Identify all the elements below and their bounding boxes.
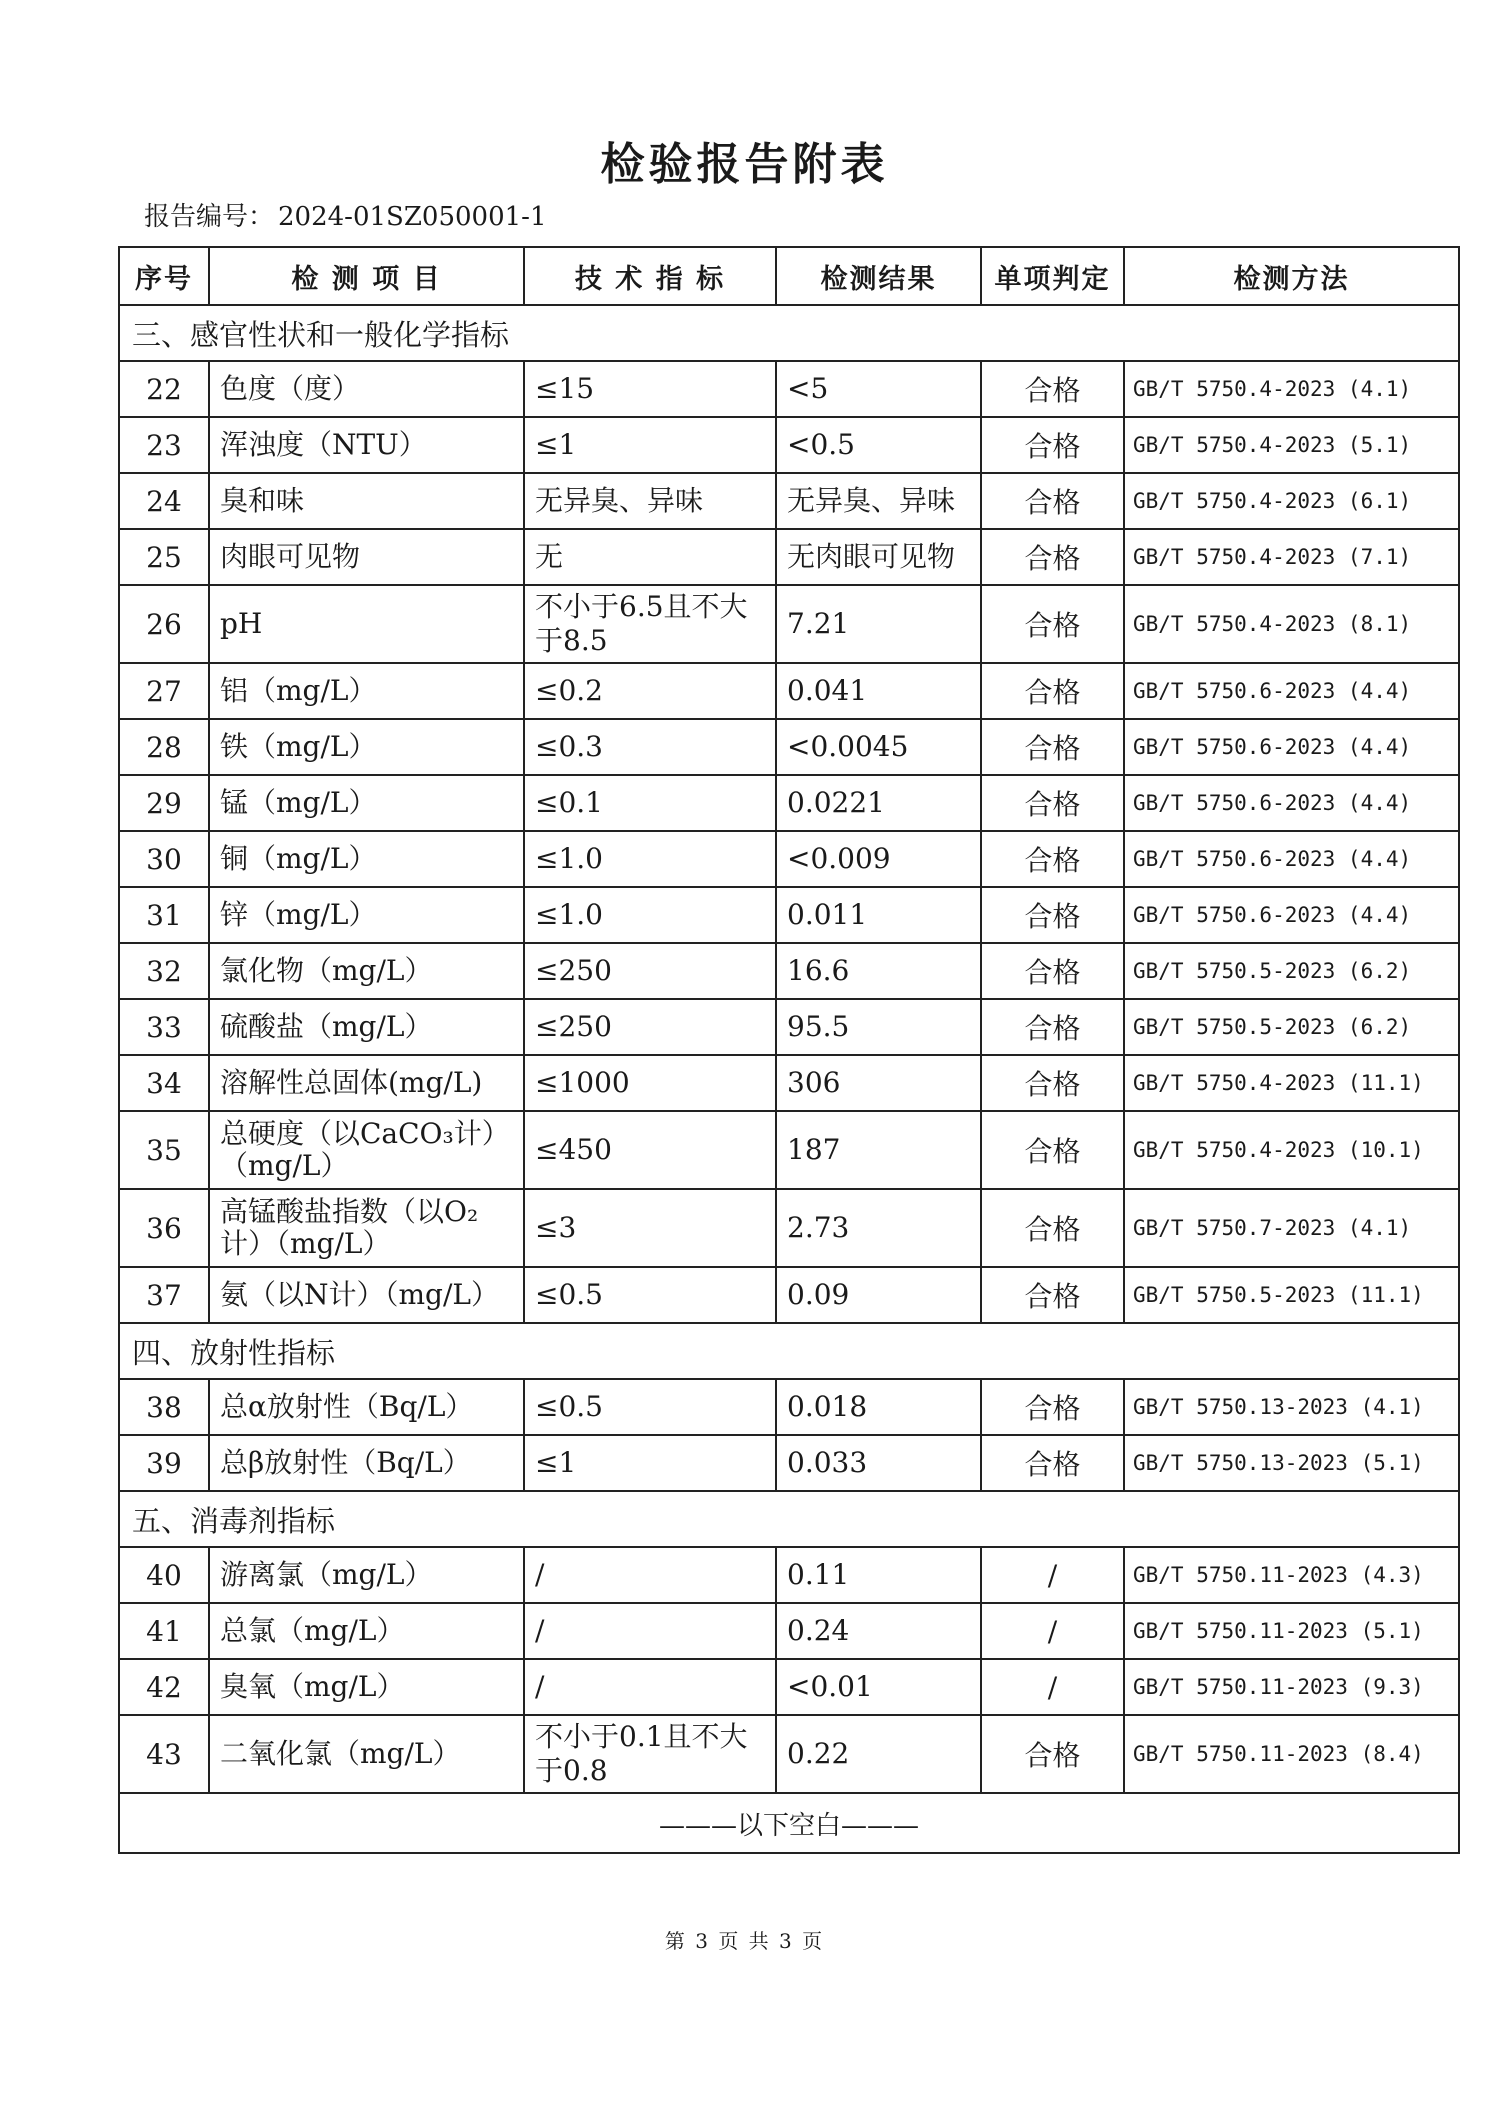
cell-method: GB/T 5750.13-2023 (4.1) <box>1124 1379 1459 1435</box>
cell-result: <0.01 <box>776 1659 981 1715</box>
cell-result: 0.22 <box>776 1715 981 1793</box>
cell-judgement: 合格 <box>981 775 1124 831</box>
cell-no: 42 <box>119 1659 209 1715</box>
cell-item: 色度（度） <box>209 361 524 417</box>
table-row <box>119 999 1459 1055</box>
table-row <box>119 361 1459 417</box>
cell-item: 臭氧（mg/L） <box>209 1659 524 1715</box>
cell-judgement: 合格 <box>981 473 1124 529</box>
table-row <box>119 1267 1459 1323</box>
cell-judgement: 合格 <box>981 529 1124 585</box>
cell-no: 30 <box>119 831 209 887</box>
cell-no: 34 <box>119 1055 209 1111</box>
cell-no: 26 <box>119 585 209 663</box>
cell-method: GB/T 5750.4-2023 (10.1) <box>1124 1111 1459 1189</box>
cell-item: 浑浊度（NTU） <box>209 417 524 473</box>
header-standard: 技 术 指 标 <box>524 247 776 305</box>
cell-no: 39 <box>119 1435 209 1491</box>
cell-method: GB/T 5750.6-2023 (4.4) <box>1124 831 1459 887</box>
cell-result: 2.73 <box>776 1189 981 1267</box>
cell-result: 0.018 <box>776 1379 981 1435</box>
cell-judgement: / <box>981 1603 1124 1659</box>
cell-judgement: 合格 <box>981 1715 1124 1793</box>
cell-item: 铝（mg/L） <box>209 663 524 719</box>
cell-no: 31 <box>119 887 209 943</box>
table-row <box>119 943 1459 999</box>
cell-judgement: 合格 <box>981 1055 1124 1111</box>
cell-judgement: 合格 <box>981 1189 1124 1267</box>
cell-standard: ≤1.0 <box>524 831 776 887</box>
cell-method: GB/T 5750.4-2023 (7.1) <box>1124 529 1459 585</box>
table-row <box>119 719 1459 775</box>
cell-no: 25 <box>119 529 209 585</box>
cell-method: GB/T 5750.5-2023 (11.1) <box>1124 1267 1459 1323</box>
cell-standard: 无异臭、异味 <box>524 473 776 529</box>
cell-method: GB/T 5750.4-2023 (6.1) <box>1124 473 1459 529</box>
cell-method: GB/T 5750.11-2023 (4.3) <box>1124 1547 1459 1603</box>
cell-standard: / <box>524 1659 776 1715</box>
cell-result: 0.011 <box>776 887 981 943</box>
cell-method: GB/T 5750.4-2023 (5.1) <box>1124 417 1459 473</box>
section-title: 五、消毒剂指标 <box>119 1491 1459 1547</box>
cell-judgement: 合格 <box>981 1379 1124 1435</box>
cell-result: 0.041 <box>776 663 981 719</box>
cell-item: 铜（mg/L） <box>209 831 524 887</box>
cell-judgement: 合格 <box>981 1111 1124 1189</box>
cell-standard: ≤450 <box>524 1111 776 1189</box>
cell-standard: ≤1000 <box>524 1055 776 1111</box>
cell-result: 16.6 <box>776 943 981 999</box>
cell-standard: ≤1.0 <box>524 887 776 943</box>
cell-method: GB/T 5750.11-2023 (9.3) <box>1124 1659 1459 1715</box>
cell-no: 37 <box>119 1267 209 1323</box>
cell-method: GB/T 5750.6-2023 (4.4) <box>1124 775 1459 831</box>
cell-result: 187 <box>776 1111 981 1189</box>
cell-result: 95.5 <box>776 999 981 1055</box>
table-header-row <box>119 247 1459 305</box>
cell-no: 40 <box>119 1547 209 1603</box>
cell-item: 二氧化氯（mg/L） <box>209 1715 524 1793</box>
cell-standard: ≤0.3 <box>524 719 776 775</box>
cell-item: 高锰酸盐指数（以O₂计）（mg/L） <box>209 1189 524 1267</box>
cell-standard: 不小于6.5且不大于8.5 <box>524 585 776 663</box>
cell-item: 总硬度（以CaCO₃计）（mg/L） <box>209 1111 524 1189</box>
cell-standard: 不小于0.1且不大于0.8 <box>524 1715 776 1793</box>
cell-standard: 无 <box>524 529 776 585</box>
cell-judgement: / <box>981 1547 1124 1603</box>
header-method: 检测方法 <box>1124 247 1459 305</box>
cell-judgement: 合格 <box>981 1435 1124 1491</box>
cell-judgement: 合格 <box>981 943 1124 999</box>
cell-judgement: 合格 <box>981 417 1124 473</box>
report-number-value: 2024-01SZ050001-1 <box>278 202 547 232</box>
cell-result: 0.09 <box>776 1267 981 1323</box>
cell-item: 锌（mg/L） <box>209 887 524 943</box>
cell-item: 臭和味 <box>209 473 524 529</box>
cell-item: 总氯（mg/L） <box>209 1603 524 1659</box>
table-row <box>119 1603 1459 1659</box>
cell-method: GB/T 5750.4-2023 (4.1) <box>1124 361 1459 417</box>
page-footer: 第 3 页 共 3 页 <box>664 1929 825 1953</box>
header-no: 序号 <box>119 247 209 305</box>
cell-no: 41 <box>119 1603 209 1659</box>
table-body <box>119 305 1459 1853</box>
table-row <box>119 529 1459 585</box>
section-row <box>119 1491 1459 1547</box>
header-result: 检测结果 <box>776 247 981 305</box>
cell-result: <0.0045 <box>776 719 981 775</box>
cell-standard: ≤15 <box>524 361 776 417</box>
section-title: 四、放射性指标 <box>119 1323 1459 1379</box>
cell-method: GB/T 5750.7-2023 (4.1) <box>1124 1189 1459 1267</box>
table-row <box>119 473 1459 529</box>
cell-result: 0.0221 <box>776 775 981 831</box>
cell-standard: ≤3 <box>524 1189 776 1267</box>
blank-note: ———以下空白——— <box>119 1793 1459 1853</box>
cell-item: 铁（mg/L） <box>209 719 524 775</box>
table-row <box>119 1715 1459 1793</box>
table-row <box>119 1379 1459 1435</box>
cell-no: 38 <box>119 1379 209 1435</box>
table-row <box>119 1189 1459 1267</box>
blank-row <box>119 1793 1459 1853</box>
cell-result: 0.11 <box>776 1547 981 1603</box>
cell-result: 0.24 <box>776 1603 981 1659</box>
table-row <box>119 1111 1459 1189</box>
cell-method: GB/T 5750.11-2023 (8.4) <box>1124 1715 1459 1793</box>
cell-no: 32 <box>119 943 209 999</box>
cell-method: GB/T 5750.5-2023 (6.2) <box>1124 943 1459 999</box>
cell-judgement: 合格 <box>981 1267 1124 1323</box>
cell-method: GB/T 5750.6-2023 (4.4) <box>1124 887 1459 943</box>
table-row <box>119 887 1459 943</box>
cell-item: 氯化物（mg/L） <box>209 943 524 999</box>
cell-item: 肉眼可见物 <box>209 529 524 585</box>
table-row <box>119 775 1459 831</box>
cell-standard: ≤0.5 <box>524 1267 776 1323</box>
cell-standard: ≤0.1 <box>524 775 776 831</box>
cell-result: 无肉眼可见物 <box>776 529 981 585</box>
cell-no: 43 <box>119 1715 209 1793</box>
cell-item: 溶解性总固体(mg/L) <box>209 1055 524 1111</box>
cell-no: 33 <box>119 999 209 1055</box>
cell-no: 22 <box>119 361 209 417</box>
cell-standard: ≤250 <box>524 999 776 1055</box>
table-row <box>119 417 1459 473</box>
report-number <box>140 196 547 233</box>
results-table <box>118 246 1460 1854</box>
cell-judgement: 合格 <box>981 831 1124 887</box>
cell-standard: ≤0.2 <box>524 663 776 719</box>
header-item: 检 测 项 目 <box>209 247 524 305</box>
table-row <box>119 585 1459 663</box>
section-title: 三、感官性状和一般化学指标 <box>119 305 1459 361</box>
cell-method: GB/T 5750.11-2023 (5.1) <box>1124 1603 1459 1659</box>
cell-judgement: 合格 <box>981 663 1124 719</box>
cell-item: 总β放射性（Bq/L） <box>209 1435 524 1491</box>
cell-judgement: 合格 <box>981 361 1124 417</box>
table-row <box>119 1547 1459 1603</box>
cell-no: 23 <box>119 417 209 473</box>
report-number-label: 报告编号： <box>144 202 275 232</box>
section-row <box>119 1323 1459 1379</box>
cell-result: 306 <box>776 1055 981 1111</box>
cell-no: 29 <box>119 775 209 831</box>
cell-method: GB/T 5750.4-2023 (8.1) <box>1124 585 1459 663</box>
table-row <box>119 831 1459 887</box>
cell-method: GB/T 5750.4-2023 (11.1) <box>1124 1055 1459 1111</box>
cell-item: 总α放射性（Bq/L） <box>209 1379 524 1435</box>
cell-standard: / <box>524 1547 776 1603</box>
cell-method: GB/T 5750.6-2023 (4.4) <box>1124 663 1459 719</box>
cell-judgement: 合格 <box>981 719 1124 775</box>
table-row <box>119 1055 1459 1111</box>
cell-judgement: 合格 <box>981 999 1124 1055</box>
cell-standard: ≤250 <box>524 943 776 999</box>
cell-standard: / <box>524 1603 776 1659</box>
cell-item: 锰（mg/L） <box>209 775 524 831</box>
cell-standard: ≤1 <box>524 1435 776 1491</box>
table-row <box>119 1659 1459 1715</box>
cell-result: 7.21 <box>776 585 981 663</box>
cell-item: 游离氯（mg/L） <box>209 1547 524 1603</box>
cell-judgement: 合格 <box>981 585 1124 663</box>
cell-item: 氨（以N计）（mg/L） <box>209 1267 524 1323</box>
section-row <box>119 305 1459 361</box>
cell-no: 24 <box>119 473 209 529</box>
cell-result: 无异臭、异味 <box>776 473 981 529</box>
cell-judgement: 合格 <box>981 887 1124 943</box>
cell-no: 36 <box>119 1189 209 1267</box>
cell-method: GB/T 5750.6-2023 (4.4) <box>1124 719 1459 775</box>
cell-result: 0.033 <box>776 1435 981 1491</box>
header-judgement: 单项判定 <box>981 247 1124 305</box>
cell-result: <0.009 <box>776 831 981 887</box>
cell-item: pH <box>209 585 524 663</box>
table-row <box>119 1435 1459 1491</box>
cell-method: GB/T 5750.5-2023 (6.2) <box>1124 999 1459 1055</box>
cell-method: GB/T 5750.13-2023 (5.1) <box>1124 1435 1459 1491</box>
document-title: 检验报告附表 <box>600 139 889 190</box>
cell-judgement: / <box>981 1659 1124 1715</box>
cell-item: 硫酸盐（mg/L） <box>209 999 524 1055</box>
cell-result: <0.5 <box>776 417 981 473</box>
cell-no: 28 <box>119 719 209 775</box>
table-row <box>119 663 1459 719</box>
cell-result: <5 <box>776 361 981 417</box>
cell-standard: ≤1 <box>524 417 776 473</box>
cell-no: 35 <box>119 1111 209 1189</box>
cell-standard: ≤0.5 <box>524 1379 776 1435</box>
cell-no: 27 <box>119 663 209 719</box>
